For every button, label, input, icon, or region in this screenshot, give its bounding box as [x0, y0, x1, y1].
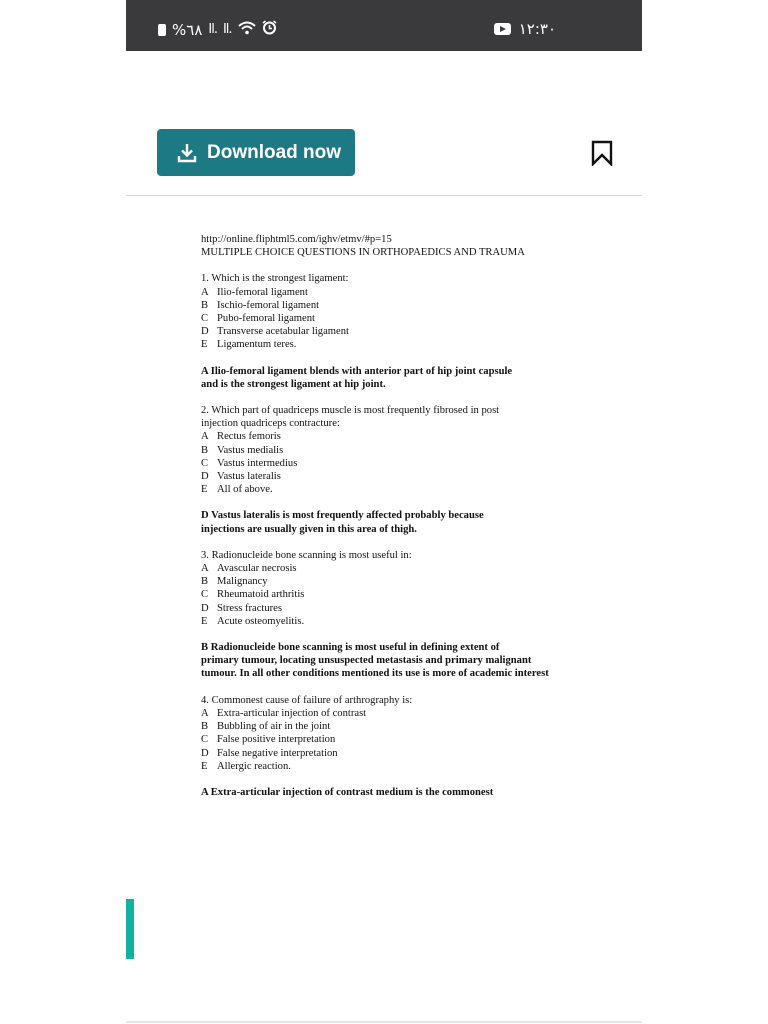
option-row	[201, 720, 611, 733]
option-row	[201, 299, 611, 312]
alarm-icon	[262, 20, 277, 39]
answer-line: A Extra-articular injection of contrast medium is the commonest	[201, 786, 494, 798]
wifi-icon	[238, 21, 256, 39]
option-letter: D	[201, 326, 209, 338]
question-3: 3. Radionucleide bone scanning is most useful in:	[201, 549, 412, 561]
bookmark-icon	[591, 140, 613, 166]
option-row	[201, 747, 611, 760]
status-icons-left	[158, 20, 277, 39]
battery-level: %٦٨	[172, 20, 203, 39]
option-row	[201, 575, 611, 588]
status-bar	[126, 0, 642, 51]
option-text: Ligamentum teres.	[217, 339, 297, 351]
option-letter: C	[201, 589, 209, 601]
option-letter: A	[201, 286, 209, 298]
option-row	[201, 430, 611, 443]
option-letter: B	[201, 576, 209, 588]
answer-line: B Radionucleide bone scanning is most useful in defining extent of	[201, 642, 500, 654]
option-row	[201, 588, 611, 601]
option-letter: C	[201, 734, 209, 746]
option-text: Bubbling of air in the joint	[217, 721, 331, 733]
option-row	[201, 312, 611, 325]
option-letter: B	[201, 444, 209, 456]
toolbar-divider	[126, 195, 642, 196]
option-letter: B	[201, 721, 209, 733]
option-text: Vastus lateralis	[217, 471, 281, 483]
option-letter: A	[201, 707, 209, 719]
answer-line: D Vastus lateralis is most frequently affected probably because	[201, 510, 484, 522]
option-text: Stress fractures	[217, 602, 283, 614]
option-text: Ilio-femoral ligament	[217, 286, 308, 298]
option-row	[201, 615, 611, 628]
bottom-divider	[126, 1021, 642, 1023]
option-text: False negative interpretation	[217, 747, 338, 759]
option-row	[201, 602, 611, 615]
option-row	[201, 483, 611, 496]
question-1: 1. Which is the strongest ligament:	[201, 273, 349, 285]
clock: ١٢:٣٠	[518, 20, 556, 38]
document-title: MULTIPLE CHOICE QUESTIONS IN ORTHOPAEDICS AND TRAUMA	[201, 247, 525, 259]
option-text: Rectus femoris	[217, 431, 281, 443]
option-row	[201, 707, 611, 720]
bookmark-button[interactable]	[591, 140, 613, 166]
question-2: 2. Which part of quadriceps muscle is most frequently fibrosed in post	[201, 405, 500, 417]
option-letter: D	[201, 747, 209, 759]
option-letter: C	[201, 457, 209, 469]
option-text: Vastus intermedius	[217, 457, 298, 469]
option-text: Avascular necrosis	[217, 563, 297, 575]
option-text: Malignancy	[217, 576, 268, 588]
option-row	[201, 444, 611, 457]
question-2-cont: injection quadriceps contracture:	[201, 418, 340, 430]
option-letter: B	[201, 299, 209, 311]
option-letter: E	[201, 760, 208, 772]
download-icon	[176, 142, 198, 164]
option-row	[201, 470, 611, 483]
option-letter: D	[201, 602, 209, 614]
answer-line: primary tumour, locating unsuspected metastasis and primary malignant	[201, 655, 532, 667]
signal-icon-2: Il.	[222, 22, 232, 37]
option-letter: A	[201, 563, 209, 575]
option-row	[201, 733, 611, 746]
option-text: Rheumatoid arthritis	[217, 589, 305, 601]
option-text: False positive interpretation	[217, 734, 336, 746]
download-label: Download now	[207, 141, 342, 163]
document-page	[201, 233, 611, 799]
option-row	[201, 325, 611, 338]
document-url: http://online.fliphtml5.com/ighv/etmv/#p=15	[201, 234, 392, 245]
option-text: Pubo-femoral ligament	[217, 313, 315, 325]
question-4: 4. Commonest cause of failure of arthrography is:	[201, 694, 413, 706]
option-row	[201, 760, 611, 773]
option-letter: A	[201, 431, 209, 443]
option-text: Ischio-femoral ligament	[217, 299, 320, 311]
option-text: Allergic reaction.	[217, 760, 291, 772]
battery-icon	[158, 24, 166, 36]
signal-icon: Il.	[208, 22, 217, 37]
option-text: Acute osteomyelitis.	[217, 615, 305, 627]
answer-line: injections are usually given in this area of thigh.	[201, 523, 417, 535]
option-row	[201, 286, 611, 299]
option-text: All of above.	[217, 484, 273, 496]
option-text: Extra-articular injection of contrast	[217, 707, 367, 719]
option-letter: D	[201, 471, 209, 483]
option-row	[201, 457, 611, 470]
option-letter: C	[201, 313, 209, 325]
status-icons-right	[494, 20, 556, 38]
download-button[interactable]	[157, 129, 355, 176]
option-letter: E	[201, 484, 208, 496]
scroll-indicator[interactable]	[126, 899, 134, 959]
answer-line: A Ilio-femoral ligament blends with anterior part of hip joint capsule	[201, 365, 513, 377]
option-letter: E	[201, 339, 208, 351]
option-text: Vastus medialis	[217, 444, 284, 456]
option-row	[201, 562, 611, 575]
answer-line: and is the strongest ligament at hip joint.	[201, 378, 386, 390]
youtube-icon	[494, 23, 511, 35]
option-letter: E	[201, 615, 208, 627]
answer-line: tumour. In all other conditions mentioned its use is more of academic interest	[201, 668, 549, 680]
option-text: Transverse acetabular ligament	[217, 326, 349, 338]
option-row	[201, 338, 611, 351]
